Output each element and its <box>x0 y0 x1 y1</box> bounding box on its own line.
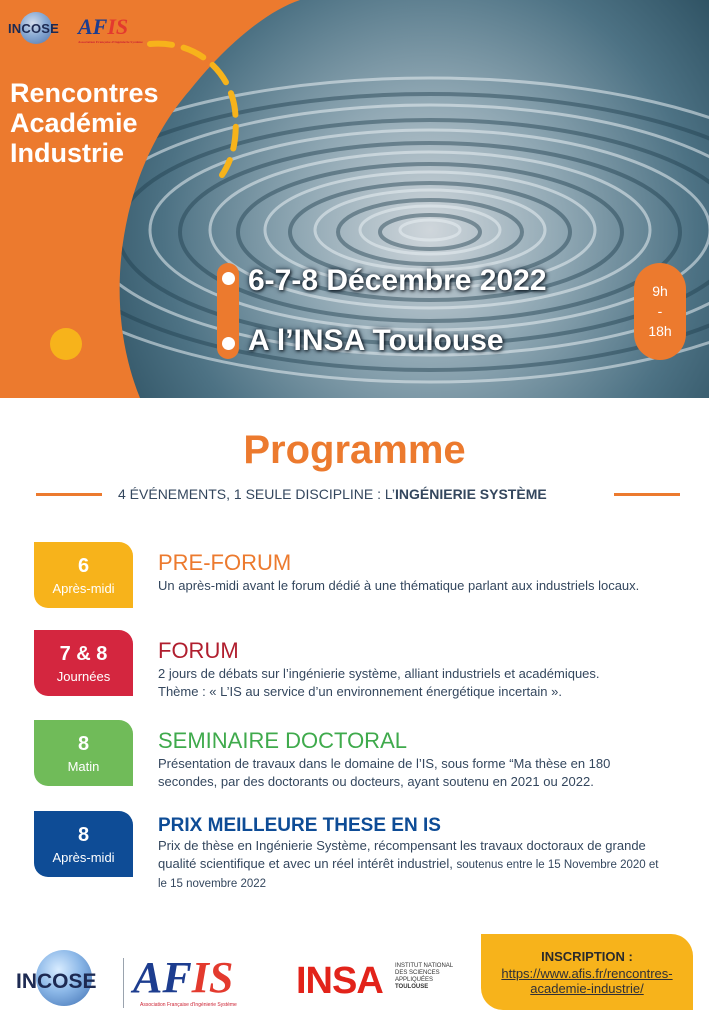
event-time: Matin <box>67 759 100 774</box>
event-location: A l’INSA Toulouse <box>248 324 504 357</box>
event-description-main: Prix de thèse en Ingénierie Système, récompensant les travaux doctoraux de grande qualité scientifique et avec un réel intérêt industriel, <box>158 838 646 871</box>
hero-banner <box>0 0 709 398</box>
event-forum <box>34 630 674 700</box>
event-day: 8 <box>77 824 90 846</box>
event-time: Après-midi <box>52 581 115 596</box>
event-seminaire-doctoral <box>34 720 674 790</box>
divider-right <box>614 493 680 496</box>
bullet-icon <box>222 337 235 350</box>
hours-end: 18h <box>648 323 672 339</box>
afis-logo: AFIS Association Française d'Ingénierie Système <box>78 14 143 44</box>
event-date-badge <box>34 630 133 696</box>
inscription-label: INSCRIPTION : <box>541 949 633 964</box>
event-day: 8 <box>77 733 90 755</box>
programme-subtitle <box>36 484 676 506</box>
footer-afis-logo: AFIS <box>133 953 234 1002</box>
inscription-link[interactable]: https://www.afis.fr/rencontres- academie-industrie/ <box>501 966 673 996</box>
hours-separator: - <box>657 303 663 319</box>
subtitle-plain: 4 ÉVÉNEMENTS, 1 SEULE DISCIPLINE : L’ <box>118 486 395 502</box>
event-title: PRIX MEILLEURE THESE EN IS <box>158 815 441 836</box>
hero-title-line: Industrie <box>10 138 125 168</box>
hero-title-line: Rencontres <box>10 78 159 108</box>
event-day: 6 <box>77 555 90 577</box>
bullet-icon <box>222 272 235 285</box>
footer-divider <box>123 958 124 1008</box>
decorative-dot <box>50 328 82 360</box>
event-description-dates: soutenus entre le 15 Novembre 2020 et le 15 novembre 2022 <box>158 859 659 890</box>
event-title: SEMINAIRE DOCTORAL <box>158 728 407 753</box>
hero-title-line: Académie <box>10 108 138 138</box>
hours-start: 9h <box>652 283 668 299</box>
incose-logo: INCOSE <box>8 10 70 44</box>
afis-logo-subtitle: Association Française d'Ingénierie Système <box>78 40 143 44</box>
inscription-box <box>481 934 693 1010</box>
footer-incose-logo: INCOSE <box>16 950 112 1010</box>
subtitle-strong: INGÉNIERIE SYSTÈME <box>395 486 547 502</box>
event-description <box>158 665 666 701</box>
event-description: Un après-midi avant le forum dédié à une thématique parlant aux industriels locaux. <box>158 578 640 593</box>
event-dates: 6-7-8 Décembre 2022 <box>248 264 547 297</box>
footer-afis-subtitle: Association Française d'Ingénierie Système <box>140 1002 237 1008</box>
event-title: PRE-FORUM <box>158 550 292 575</box>
event-title: FORUM <box>158 638 239 663</box>
event-time: Journées <box>56 669 111 684</box>
insa-logo-subtitle: INSTITUT NATIONAL DES SCIENCES APPLIQUÉES TOULOUSE <box>395 963 454 990</box>
event-prix-these <box>34 811 674 891</box>
event-date-badge <box>34 542 133 608</box>
event-theme-line: Thème : « L’IS au service d’un environnement énergétique incertain ». <box>158 684 562 699</box>
programme-title: Programme <box>243 428 466 472</box>
event-pre-forum <box>34 542 674 612</box>
event-time: Après-midi <box>52 850 115 865</box>
event-day: 7 & 8 <box>59 643 108 665</box>
event-date-badge <box>34 720 133 786</box>
event-date-badge <box>34 811 133 877</box>
hero-title <box>10 78 159 168</box>
insa-logo: INSA <box>296 960 383 1002</box>
hours-badge <box>634 263 686 360</box>
event-description <box>158 837 666 893</box>
divider-left <box>36 493 102 496</box>
event-description-line: 2 jours de débats sur l’ingénierie système, alliant industriels et académiques. <box>158 666 600 681</box>
header-logos <box>8 10 143 44</box>
event-description: Présentation de travaux dans le domaine de l’IS, sous forme “Ma thèse en 180 secondes, par des doctorants ou docteurs, ayant soutenu en 2021 ou 2022. <box>158 756 611 789</box>
